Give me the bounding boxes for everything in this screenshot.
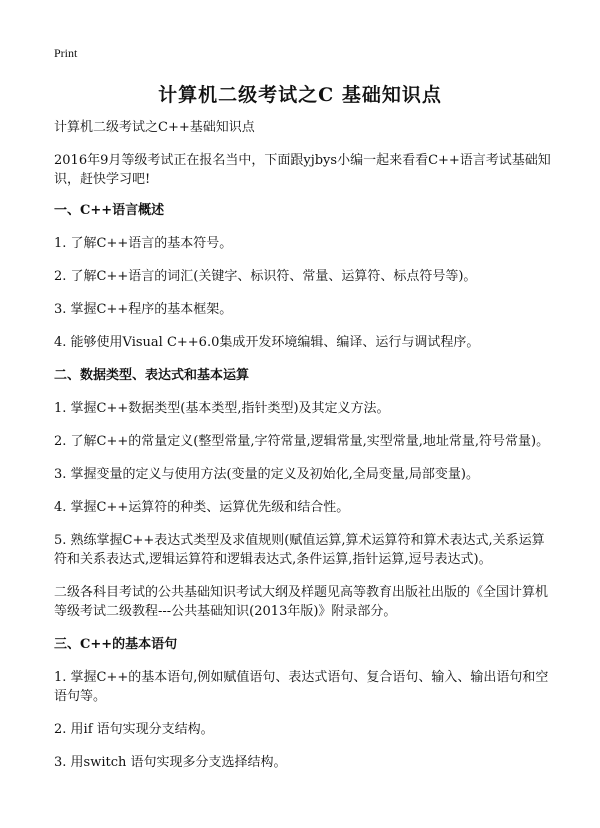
document-title: 计算机二级考试之C 基础知识点 [158, 84, 442, 106]
document-body [54, 118, 554, 786]
list-item: 2. 了解C++语言的词汇(关键字、标识符、常量、运算符、标点符号等)。 [54, 269, 477, 284]
list-item: 4. 掌握C++运算符的种类、运算优先级和结合性。 [54, 500, 350, 515]
print-label: Print [54, 46, 78, 60]
list-item: 5. 熟练掌握C++表达式类型及求值规则(赋值运算,算术运算符和算术表达式,关系运算符和关系表达式,逻辑运算符和逻辑表达式,条件运算,指针运算,逗号表达式)。 [54, 533, 545, 567]
document-subtitle: 计算机二级考试之C++基础知识点 [54, 120, 255, 135]
list-item: 4. 能够使用Visual C++6.0集成开发环境编辑、编译、运行与调试程序。 [54, 335, 480, 350]
list-item: 2. 用if 语句实现分支结构。 [54, 722, 214, 737]
section-heading: 三、C++的基本语句 [54, 637, 178, 652]
list-item: 3. 用switch 语句实现多分支选择结构。 [54, 755, 287, 770]
list-item: 1. 掌握C++数据类型(基本类型,指针类型)及其定义方法。 [54, 401, 390, 416]
list-item: 3. 掌握变量的定义与使用方法(变量的定义及初始化,全局变量,局部变量)。 [54, 467, 479, 482]
intro-paragraph: 2016年9月等级考试正在报名当中，下面跟yjbys小编一起来看看C++语言考试基础知识，赶快学习吧! [54, 153, 551, 187]
list-item: 1. 掌握C++的基本语句,例如赋值语句、表达式语句、复合语句、输入、输出语句和空语句等。 [54, 670, 549, 704]
list-item: 2. 了解C++的常量定义(整型常量,字符常量,逻辑常量,实型常量,地址常量,符号常量)。 [54, 434, 550, 449]
section-heading: 一、C++语言概述 [54, 203, 165, 218]
list-item: 1. 了解C++语言的基本符号。 [54, 236, 233, 251]
section-heading: 二、数据类型、表达式和基本运算 [54, 368, 250, 383]
list-item: 3. 掌握C++程序的基本框架。 [54, 302, 233, 317]
syllabus-note-paragraph: 二级各科目考试的公共基础知识考试大纲及样题见高等教育出版社出版的《全国计算机等级考试二级教程---公共基础知识(2013年版)》附录部分。 [54, 585, 549, 619]
